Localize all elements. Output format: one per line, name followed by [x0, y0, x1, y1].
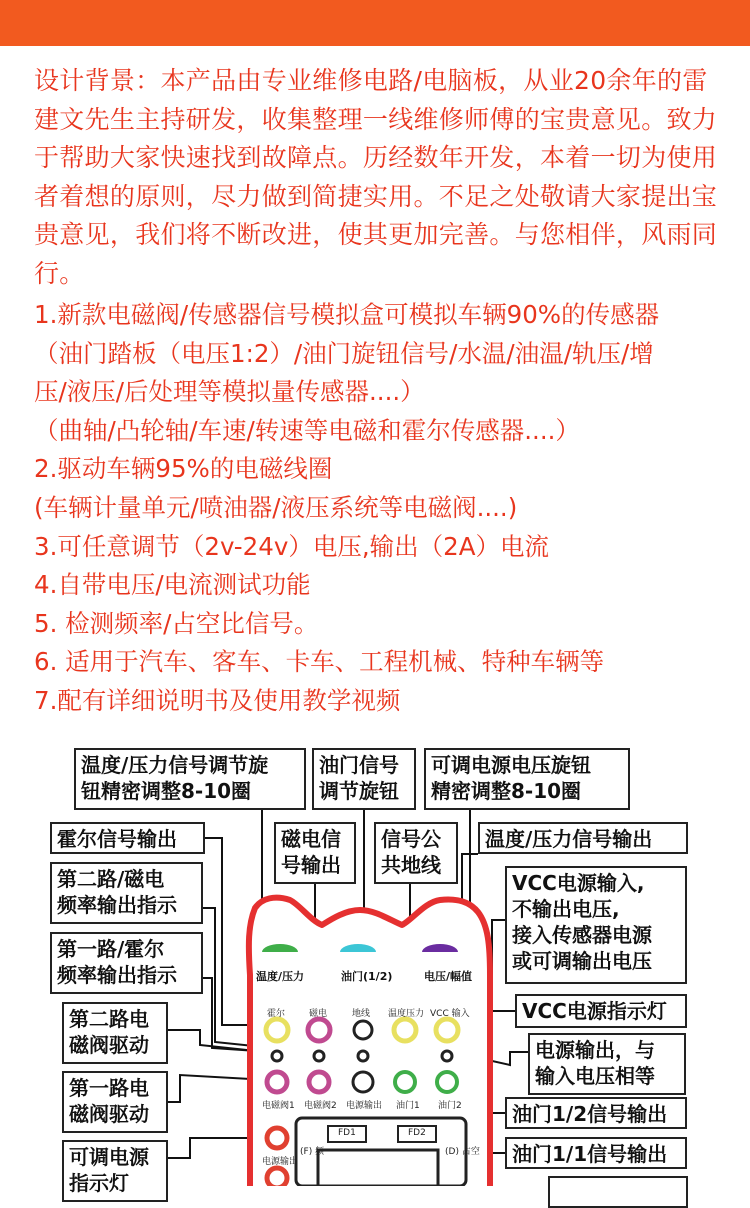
feature-line: (车辆计量单元/喷油器/液压系统等电磁阀....): [34, 492, 518, 522]
label-signal-gnd: 信号公 共地线: [374, 822, 458, 884]
top-banner: [0, 0, 750, 46]
jack-hall-label: 霍尔: [267, 1009, 286, 1019]
label-vcc-in: VCC电源输入, 不输出电压, 接入传感器电源 或可调输出电压: [505, 866, 687, 984]
jack-pwr-label: 电源输出: [346, 1101, 383, 1111]
label-temp-out: 温度/压力信号输出: [478, 822, 688, 854]
label-ch2-solenoid: 第二路电 磁阀驱动: [62, 1002, 168, 1064]
feature-line: 1.新款电磁阀/传感器信号模拟盒可模拟车辆90%的传感器: [34, 300, 660, 329]
jack-mag-label: 磁电: [309, 1009, 328, 1019]
label-ch1-solenoid: 第一路电 磁阀驱动: [62, 1071, 168, 1133]
jack-gnd-label: 地线: [352, 1009, 371, 1019]
jack-t2-label: 油门2: [438, 1101, 462, 1111]
label-throttle-11: 油门1/1信号输出: [505, 1137, 687, 1169]
feature-line: 4.自带电压/电流测试功能: [34, 570, 311, 600]
jack-sol1-label: 电磁阀1: [262, 1101, 295, 1111]
label-ch1-freq: 第一路/霍尔 频率输出指示: [50, 932, 203, 994]
jack-sol2-label: 电磁阀2: [304, 1101, 337, 1111]
label-mag-out: 磁电信 号输出: [274, 822, 356, 884]
knob-temp-label: 温度/压力: [256, 970, 305, 983]
design-background-text: 设计背景：本产品由专业维修电路/电脑板，从业20余年的雷建文先生主持研发，收集整理一线维修师傅的宝贵意见。致力于帮助大家快速找到故障点。历经数年开发，本着一切为使用者着想的原则，尽力做到简捷实用。不足之处敬请大家提出宝贵意见，我们将不断改进，使其更加完善。与您相伴，风雨同行。: [34, 66, 718, 288]
feature-line: 2.驱动车辆95%的电磁线圈: [34, 454, 333, 484]
label-throttle-knob: 油门信号 调节旋钮: [312, 748, 416, 810]
feature-line: 5. 检测频率/占空比信号。: [34, 608, 319, 638]
jack-t1-label: 油门1: [396, 1101, 420, 1111]
jack-adj-label: 电源输出: [262, 1157, 299, 1167]
jack-temp-label: 温度压力: [388, 1009, 425, 1019]
side-left-label: (F) 频: [300, 1147, 325, 1157]
label-power-out: 电源输出，与 输入电压相等: [528, 1033, 686, 1095]
jack-vcc-label: VCC 输入: [430, 1009, 470, 1019]
feature-line: 6. 适用于汽车、客车、卡车、工程机械、特种车辆等: [34, 647, 605, 677]
feature-line: 3.可任意调节（2v-24v）电压,输出（2A）电流: [34, 531, 549, 561]
device-diagram: [0, 730, 750, 1195]
label-throttle-12: 油门1/2信号输出: [505, 1097, 687, 1129]
label-voltage-knob: 可调电源电压旋钮 精密调整8-10圈: [424, 748, 630, 810]
feature-list: [34, 296, 734, 721]
feature-line: （油门踏板（电压1:2）/油门旋钮信号/水温/油温/轨压/增: [34, 338, 654, 368]
label-ch2-freq: 第二路/磁电 频率输出指示: [50, 862, 203, 924]
feature-line: （曲轴/凸轮轴/车速/转速等电磁和霍尔传感器....）: [34, 415, 580, 445]
feature-line: 7.配有详细说明书及使用教学视频: [34, 685, 401, 715]
side-right-label: (D) 占空: [445, 1147, 480, 1157]
label-vcc-led: VCC电源指示灯: [515, 994, 687, 1028]
fd2-label: FD2: [408, 1128, 426, 1138]
label-adj-power-led: 可调电源 指示灯: [62, 1140, 168, 1202]
knob-voltage-label: 电压/幅值: [424, 970, 473, 983]
label-temp-knob: 温度/压力信号调节旋 钮精密调整8-10圈: [74, 748, 306, 810]
fd1-label: FD1: [338, 1128, 356, 1138]
label-partial-bottom: [548, 1176, 688, 1208]
knob-throttle-label: 油门(1/2): [341, 970, 393, 983]
label-hall-out: 霍尔信号输出: [50, 822, 205, 854]
feature-line: 压/液压/后处理等模拟量传感器....）: [34, 377, 425, 407]
